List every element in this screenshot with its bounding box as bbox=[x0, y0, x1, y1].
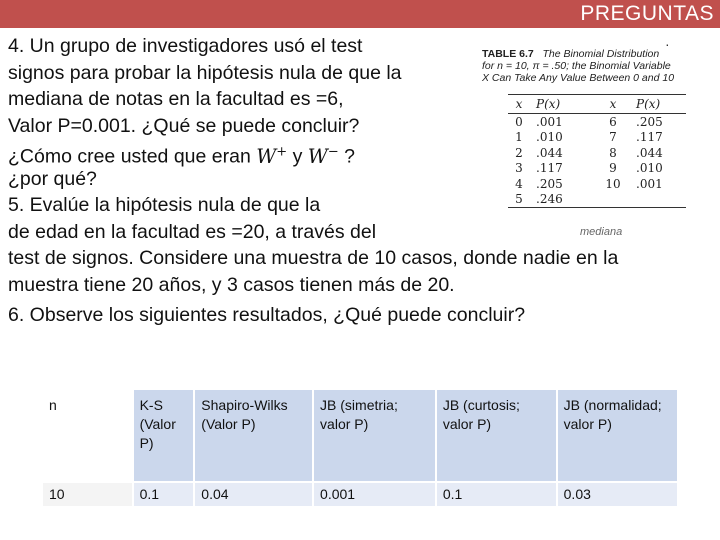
q4-line-2: signos para probar la hipótesis nula de que la bbox=[8, 61, 402, 84]
binomial-table-row: 0 .001 6 .205 bbox=[515, 114, 663, 129]
binomial-table-row: 3 .117 9 .010 bbox=[515, 161, 663, 176]
results-header-row bbox=[43, 390, 677, 481]
binomial-table-title: TABLE 6.7 The Binomial Distribution for n = 10, π = .50; the Binomial Variable X Can Take Any Value Between 0 and 10 bbox=[482, 48, 675, 84]
header-n: n bbox=[43, 390, 132, 481]
results-table bbox=[41, 388, 679, 508]
header-jb-curtosis: JB (curtosis; valor P) bbox=[437, 390, 556, 481]
binomial-table-header: x P(x) x P(x) bbox=[508, 95, 686, 114]
value-jb-normalidad: 0.03 bbox=[558, 483, 677, 506]
binomial-table-label: TABLE 6.7 bbox=[482, 48, 534, 60]
binomial-table-image bbox=[482, 36, 712, 238]
w-plus: W+ bbox=[256, 144, 288, 168]
q5-line-3: test de signos. Considere una muestra de 10 casos, donde nadie en la bbox=[8, 247, 619, 269]
header-jb-normalidad: JB (normalidad; valor P) bbox=[558, 390, 677, 481]
title-bar bbox=[0, 0, 720, 28]
value-shapiro-wilks: 0.04 bbox=[195, 483, 312, 506]
q4-line-3: mediana de notas en la facultad es =6, bbox=[8, 88, 344, 110]
binomial-table-row: 1 .010 7 .117 bbox=[515, 130, 663, 145]
w-minus: W− bbox=[307, 144, 339, 168]
q4-ask-prefix: ¿Cómo cree usted que eran bbox=[8, 145, 257, 168]
value-jb-simetria: 0.001 bbox=[314, 483, 435, 506]
value-ks: 0.1 bbox=[134, 483, 194, 506]
q4-line-4: Valor P=0.001. ¿Qué se puede concluir? bbox=[8, 114, 360, 137]
q4-and: y bbox=[287, 145, 308, 168]
value-jb-curtosis: 0.1 bbox=[437, 483, 556, 506]
binomial-table-row: 2 .044 8 .044 bbox=[515, 145, 663, 160]
q6-line: 6. Observe los siguientes resultados, ¿Qué puede concluir? bbox=[8, 304, 526, 326]
value-n: 10 bbox=[43, 483, 132, 506]
binomial-table-footer: mediana bbox=[580, 226, 623, 238]
q4-line-1: 4. Un grupo de investigadores usó el test bbox=[8, 35, 363, 57]
header-ks: K-S (Valor P) bbox=[134, 390, 194, 481]
dot-mark: · bbox=[665, 36, 670, 52]
q4-ask-suffix: ? bbox=[338, 145, 355, 168]
binomial-table-row: 5 .246 bbox=[515, 192, 563, 207]
q5-line-4: muestra tiene 20 años, y 3 casos tienen más de 20. bbox=[8, 273, 455, 296]
header-shapiro-wilks: Shapiro-Wilks (Valor P) bbox=[195, 390, 312, 481]
binomial-table bbox=[508, 94, 686, 208]
results-value-row bbox=[43, 483, 677, 506]
slide-title: PREGUNTAS bbox=[580, 2, 714, 25]
q4-why: ¿por qué? bbox=[8, 167, 97, 190]
q5-line-1: 5. Evalúe la hipótesis nula de que la bbox=[8, 194, 321, 216]
header-jb-simetria: JB (simetria; valor P) bbox=[314, 390, 435, 481]
binomial-table-row: 4 .205 10 .001 bbox=[515, 176, 663, 191]
q5-line-2: de edad en la facultad es =20, a través del bbox=[8, 220, 377, 243]
